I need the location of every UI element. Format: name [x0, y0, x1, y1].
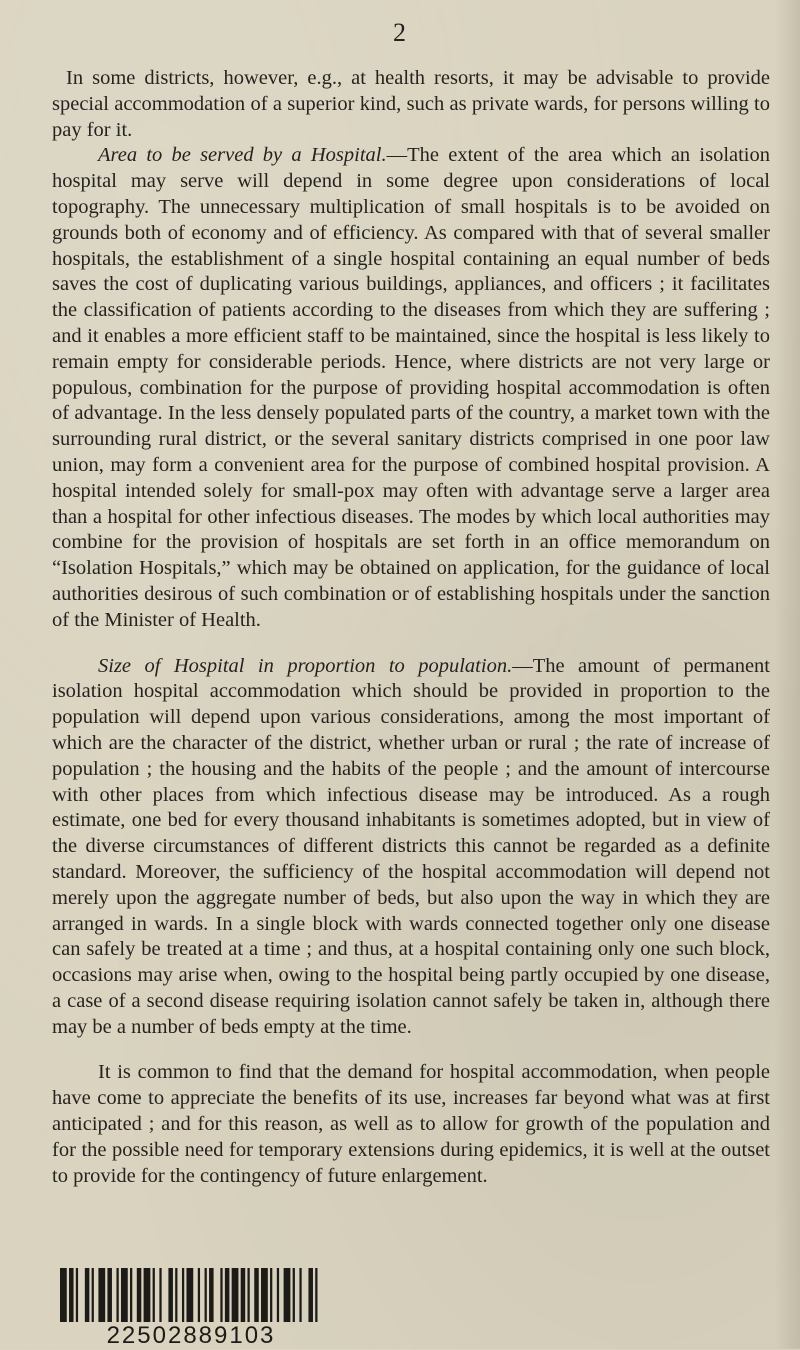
paragraph-text: —The amount of permanent isolation hospital accommodation which should be provided in proportion to the population will depend upon various considerations, among the most important of which are the character of the district, whether urban or rural ; the rate of increase of population ; the housing and the habits of the people ; and the amount of intercourse with other places from which infectious disease may be introduced. As a rough estimate, one bed for every thousand inhabitants is sometimes adopted, but in view of the diverse circumstances of different districts this cannot be regarded as a definite standard. Moreover, the sufficiency of the hospital accommodation will depend not merely upon the aggregate number of beds, but also upon the way in which they are arranged in wards. In a single block with wards connected together only one disease can safely be treated at a time ; and thus, at a hospital containing only one such block, occasions may arise when, owing to the hospital being partly occupied by one disease, a case of a second disease requiring isolation cannot safely be taken in, although there may be a number of beds empty at the time. — [52, 654, 770, 1038]
barcode-bar — [159, 1268, 161, 1322]
barcode-bar — [130, 1268, 132, 1322]
barcode-bar — [60, 1268, 67, 1322]
barcode-bar — [247, 1268, 249, 1322]
barcode-bar — [153, 1268, 155, 1322]
barcode-bar — [261, 1268, 268, 1322]
paragraph-private-wards — [52, 66, 770, 143]
paragraph-text: In some districts, however, e.g., at health resorts, it may be advisable to provide special accommodation of a superior kind, such as private wards, for persons willing to pay for it. — [52, 67, 770, 141]
barcode-bar — [116, 1268, 118, 1322]
barcode-bar — [107, 1268, 112, 1322]
barcode-bar — [144, 1268, 151, 1322]
document-body — [52, 66, 770, 1189]
barcode-bar — [137, 1268, 142, 1322]
barcode-bar — [270, 1268, 272, 1322]
barcode-bar — [85, 1268, 90, 1322]
page-edge-shadow — [774, 0, 800, 1349]
page-number: 2 — [393, 18, 407, 47]
paragraph-text: —The extent of the area which an isolation hospital may serve will depend in some degree upon considerations of local topography. The unnecessary multiplication of small hospitals is to be avoided on grounds both of economy and of efficiency. As compared with that of several smaller hospitals, the establishment of a single hospital containing an equal number of beds saves the cost of duplicating various buildings, appliances, and officers ; it facilitates the classification of patients according to the diseases from which they are suffering ; and it enables a more efficient staff to be maintained, since the hospital is less likely to remain empty for considerable periods. Hence, where districts are not very large or populous, combination for the purpose of providing hospital accommodation is often of advantage. In the less densely populated parts of the country, a market town with the surrounding rural district, or the several sanitary districts comprised in one poor law union, may form a convenient area for the purpose of combined hospital provision. A hospital intended solely for small-pox may often with advantage serve a larger area than a hospital for other infectious diseases. The modes by which local authorities may combine for the provision of hospitals are set forth in an office memorandum on “Isolation Hospitals,” which may be obtained on application, for the guidance of local authorities desirous of such combination or of establishing hospitals under the sanction of the Minister of Health. — [52, 144, 771, 631]
barcode-bar — [315, 1268, 317, 1322]
barcode-bar — [277, 1268, 279, 1322]
paragraph-future-enlargement — [52, 1060, 770, 1189]
barcode-bar — [284, 1268, 291, 1322]
barcode-bar — [76, 1268, 78, 1322]
barcode-bar — [198, 1268, 200, 1322]
library-barcode — [60, 1268, 322, 1350]
barcode-bar — [299, 1268, 301, 1322]
barcode-bar — [92, 1268, 94, 1322]
barcode-bar — [186, 1268, 193, 1322]
barcode-bars — [60, 1268, 322, 1322]
barcode-bar — [182, 1268, 184, 1322]
paragraph-size-of-hospital — [52, 654, 770, 1041]
barcode-bar — [293, 1268, 295, 1322]
barcode-bar — [254, 1268, 259, 1322]
barcode-bar — [232, 1268, 239, 1322]
barcode-bar — [69, 1268, 74, 1322]
barcode-bar — [121, 1268, 128, 1322]
paragraph-text: It is common to find that the demand for hospital accommodation, when people have come to appreciate the benefits of its use, increases far beyond what was at first anticipated ; and for this reason, as well as to allow for growth of the population and for the possible need for temporary extensions during epidemics, it is well at the outset to provide for the contingency of future enlargement. — [52, 1061, 770, 1187]
section-heading-area: Area to be served by a Hospital. — [98, 144, 387, 167]
barcode-bar — [308, 1268, 313, 1322]
barcode-bar — [225, 1268, 230, 1322]
barcode-number: 22502889103 — [106, 1322, 276, 1349]
barcode-bar — [168, 1268, 173, 1322]
barcode-bar — [98, 1268, 105, 1322]
barcode-bar — [220, 1268, 222, 1322]
barcode-bar — [241, 1268, 246, 1322]
barcode-bar — [205, 1268, 207, 1322]
barcode-bar — [175, 1268, 177, 1322]
barcode-bar — [209, 1268, 214, 1322]
section-heading-size: Size of Hospital in proportion to population. — [98, 654, 513, 677]
paragraph-area-served — [52, 143, 770, 633]
